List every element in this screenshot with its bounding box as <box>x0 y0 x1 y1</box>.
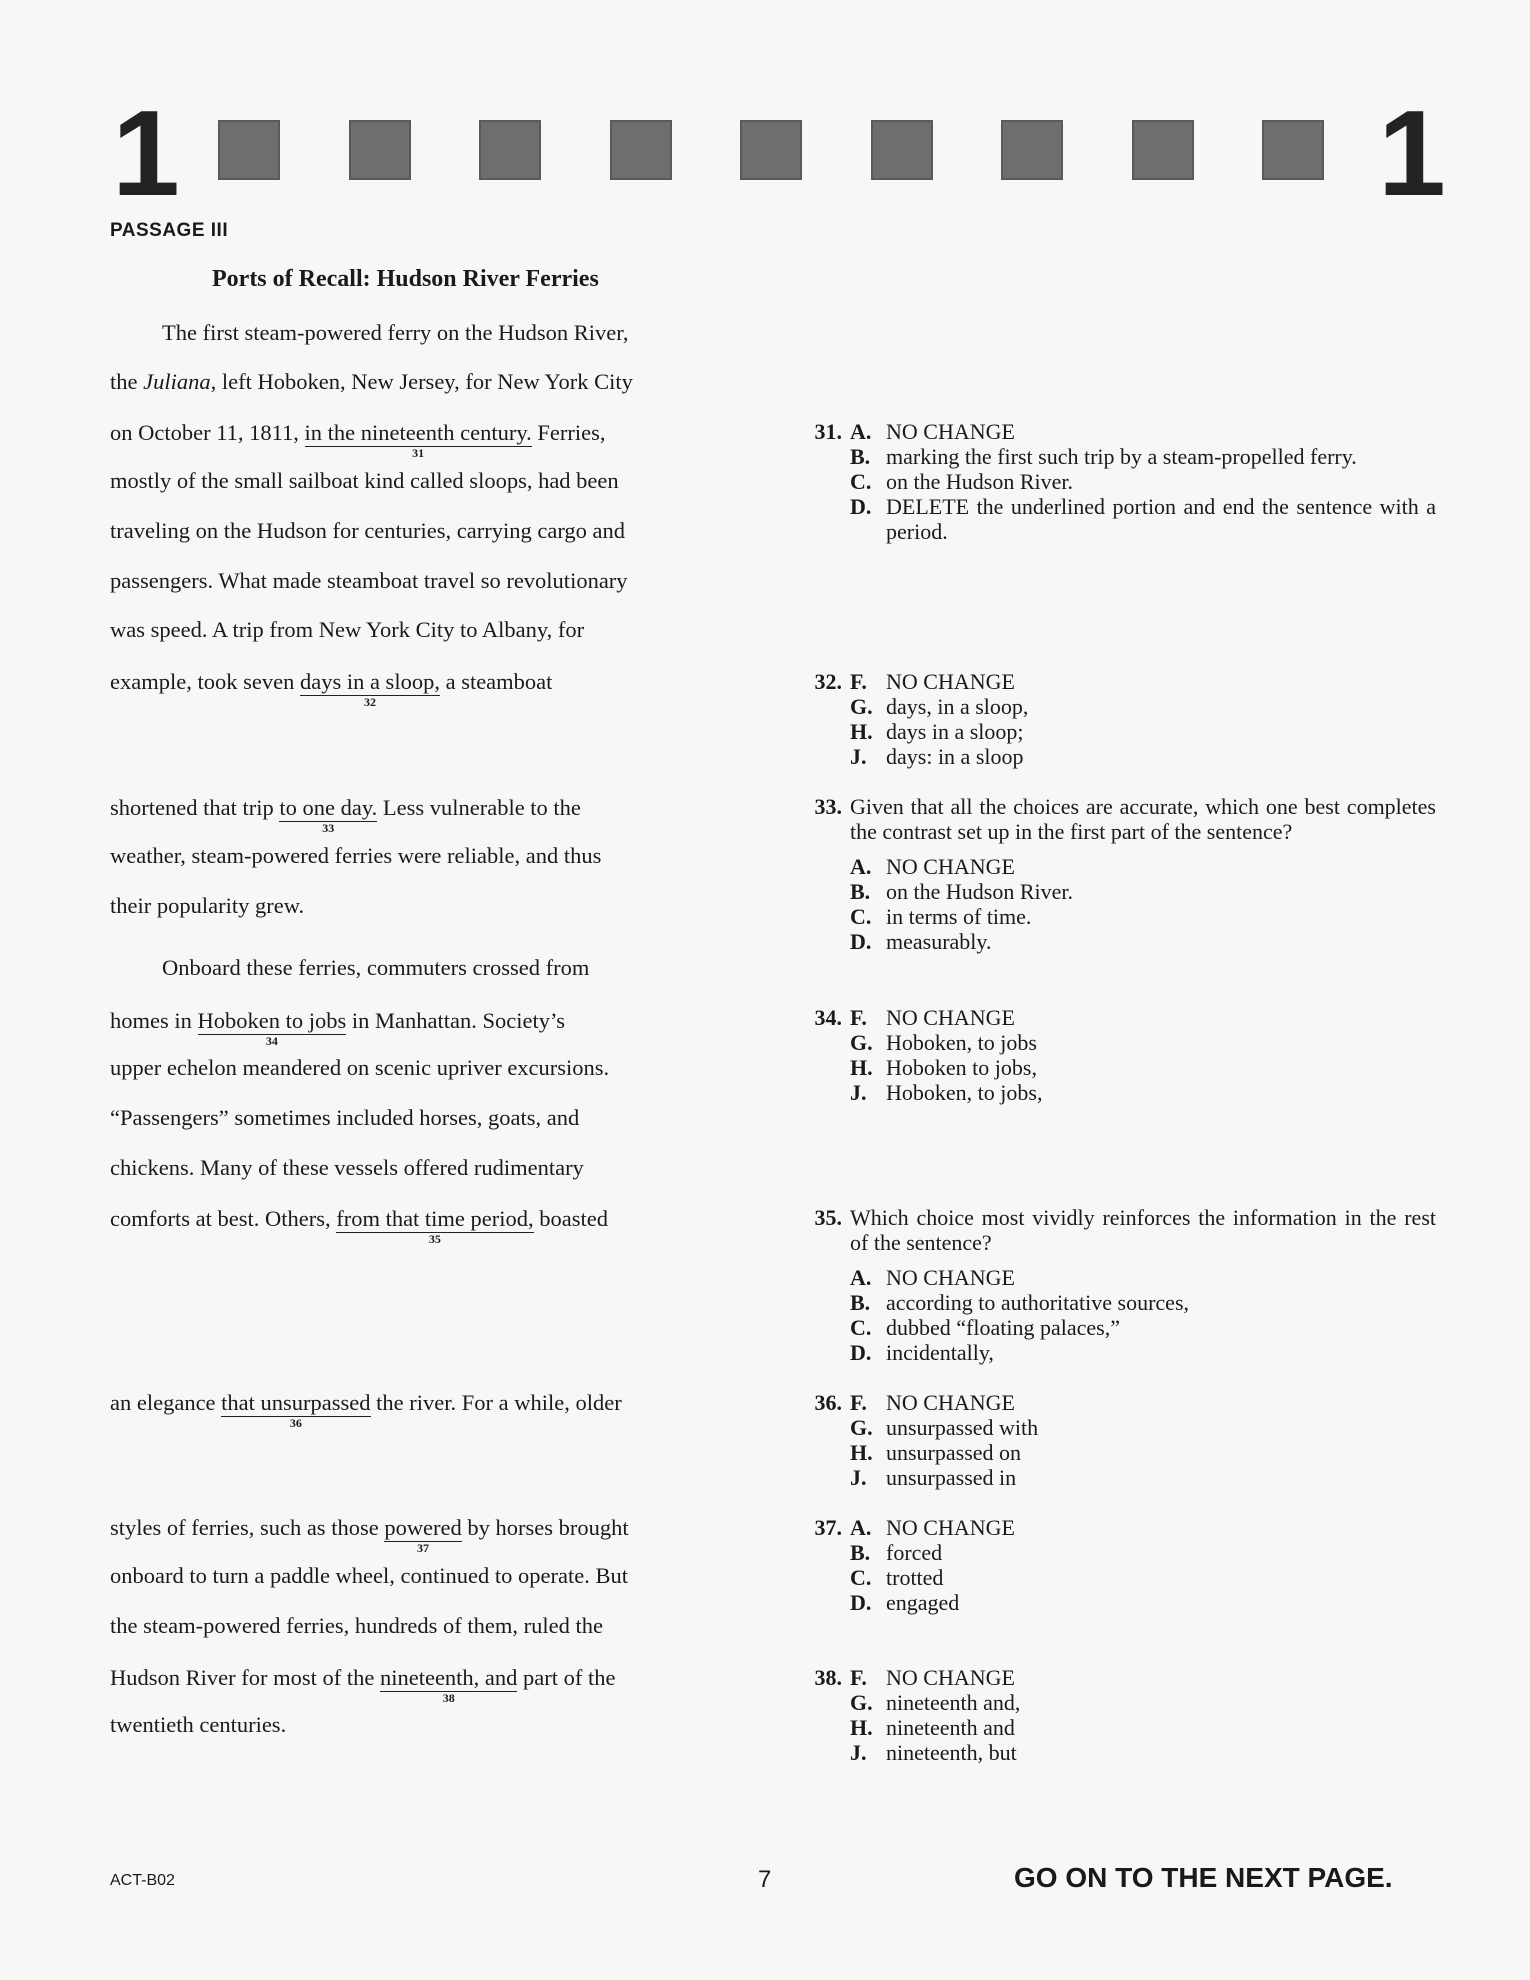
indent <box>796 929 842 954</box>
passage-text-run: a steamboat <box>439 669 553 694</box>
choice-letter: H. <box>850 1055 873 1080</box>
passage-line <box>110 1157 584 1180</box>
answer-choice[interactable] <box>796 744 1436 769</box>
question-marker: 31 <box>412 445 425 460</box>
choice-letter: A. <box>850 1515 872 1540</box>
question-34 <box>796 1005 1436 1105</box>
passage-line <box>110 619 584 642</box>
underlined-text: in the nineteenth century. <box>304 420 532 445</box>
question-35 <box>796 1205 1436 1365</box>
choice-text: NO CHANGE <box>886 1265 1015 1290</box>
indent <box>796 1565 842 1590</box>
passage-text-run: “Passengers” sometimes included horses, goats, and <box>110 1105 580 1130</box>
choice-text: measurably. <box>886 929 992 954</box>
underlined-portion-38[interactable] <box>379 1665 518 1705</box>
answer-choice[interactable] <box>796 1005 1436 1030</box>
indent <box>796 854 842 879</box>
choice-text: nineteenth and <box>886 1715 1015 1740</box>
choice-letter: D. <box>850 494 872 519</box>
passage-line <box>110 1665 616 1705</box>
choice-letter: G. <box>850 1415 873 1440</box>
choice-text: Hoboken to jobs, <box>886 1055 1037 1080</box>
passage-text-run: Less vulnerable to the <box>377 795 581 820</box>
answer-choice[interactable] <box>796 1515 1436 1540</box>
question-38 <box>796 1665 1436 1765</box>
choice-letter: H. <box>850 719 873 744</box>
question-32 <box>796 669 1436 769</box>
passage-text-run: boasted <box>533 1206 609 1231</box>
passage-line <box>110 1565 628 1588</box>
passage-line <box>110 1206 609 1246</box>
choice-text: NO CHANGE <box>886 1665 1015 1690</box>
underlined-text: Hoboken to jobs <box>197 1008 347 1033</box>
underlined-text: nineteenth, and <box>379 1665 518 1690</box>
answer-choice[interactable] <box>796 1290 1436 1315</box>
choice-text: days, in a sloop, <box>886 694 1029 719</box>
header-square <box>1262 120 1324 180</box>
passage-text-run: Hudson River for most of the <box>110 1665 380 1690</box>
question-marker: 37 <box>417 1540 430 1555</box>
indent <box>796 1290 842 1315</box>
header-square <box>610 120 672 180</box>
indent <box>796 879 842 904</box>
indent <box>796 1440 842 1465</box>
choice-text: on the Hudson River. <box>886 879 1073 904</box>
choice-text: days in a sloop; <box>886 719 1024 744</box>
underlined-portion-34[interactable] <box>197 1008 347 1048</box>
passage-text-run: was speed. A trip from New York City to Albany, for <box>110 617 585 642</box>
choice-letter: A. <box>850 419 872 444</box>
question-marker: 35 <box>428 1231 441 1246</box>
answer-choice[interactable] <box>796 1080 1436 1105</box>
passage-text-run: weather, steam-powered ferries were reliable, and thus <box>110 843 602 868</box>
question-marker: 34 <box>265 1033 278 1048</box>
choice-text: NO CHANGE <box>886 419 1015 444</box>
page-number: 7 <box>758 1866 772 1893</box>
choice-letter: G. <box>850 1030 873 1055</box>
underlined-text: from that time period, <box>336 1206 534 1231</box>
passage-text-run: , left Hoboken, New Jersey, for New York City <box>210 369 633 394</box>
underlined-portion-31[interactable] <box>304 420 532 460</box>
choice-letter: H. <box>850 1715 873 1740</box>
answer-choice[interactable] <box>796 444 1436 469</box>
choice-letter: A. <box>850 854 872 879</box>
question-number: 32. <box>814 669 842 694</box>
choice-text: unsurpassed on <box>886 1440 1022 1465</box>
passage-text-run: Ferries, <box>531 420 606 445</box>
passage-title: Ports of Recall: Hudson River Ferries <box>212 266 599 292</box>
underlined-text: that unsurpassed <box>221 1390 371 1415</box>
passage-text-run: comforts at best. Others, <box>110 1206 337 1231</box>
question-stem: Which choice most vividly reinforces the information in the rest of the sentence? <box>850 1205 1436 1255</box>
answer-choice[interactable] <box>796 929 1436 954</box>
choice-text: NO CHANGE <box>886 1390 1015 1415</box>
indent <box>796 1055 842 1080</box>
underlined-portion-33[interactable] <box>279 795 378 835</box>
choice-letter: B. <box>850 879 871 904</box>
header-square <box>479 120 541 180</box>
next-page-notice: GO ON TO THE NEXT PAGE. <box>1014 1862 1393 1893</box>
choice-letter: G. <box>850 694 873 719</box>
indent <box>796 1740 842 1765</box>
choice-letter: F. <box>850 1390 867 1415</box>
question-number: 35. <box>814 1205 842 1230</box>
choice-letter: D. <box>850 1590 872 1615</box>
answer-choice[interactable] <box>796 1315 1436 1340</box>
passage-line <box>162 957 589 980</box>
answer-choice[interactable] <box>796 1665 1436 1690</box>
header-square <box>871 120 933 180</box>
passage-text-run: styles of ferries, such as those <box>110 1515 385 1540</box>
question-number: 36. <box>814 1390 842 1415</box>
choice-letter: J. <box>850 1080 867 1105</box>
passage-text-run: example, took seven <box>110 669 300 694</box>
answer-choice[interactable] <box>796 694 1436 719</box>
question-marker: 32 <box>363 694 376 709</box>
indent <box>796 719 842 744</box>
choice-letter: G. <box>850 1690 873 1715</box>
question-number: 37. <box>814 1515 842 1540</box>
choice-text: trotted <box>886 1565 944 1590</box>
question-stem-row <box>796 794 1436 844</box>
passage-text-run: chickens. Many of these vessels offered rudimentary <box>110 1155 584 1180</box>
indent <box>796 694 842 719</box>
indent <box>796 444 842 469</box>
underlined-text: powered <box>384 1515 462 1540</box>
ship-name: Juliana <box>143 369 211 394</box>
answer-choice[interactable] <box>796 669 1436 694</box>
indent <box>796 494 842 544</box>
answer-choice[interactable] <box>796 1440 1436 1465</box>
choice-text: dubbed “floating palaces,” <box>886 1315 1120 1340</box>
choice-letter: C. <box>850 904 872 929</box>
indent <box>796 1030 842 1055</box>
choice-letter: J. <box>850 1465 867 1490</box>
choice-letter: F. <box>850 1005 867 1030</box>
indent <box>796 1265 842 1290</box>
indent <box>796 1465 842 1490</box>
form-code: ACT-B02 <box>110 1872 175 1889</box>
spacer <box>796 844 1436 854</box>
indent <box>796 469 842 494</box>
answer-choice[interactable] <box>796 469 1436 494</box>
underlined-portion-36[interactable] <box>221 1390 371 1430</box>
choice-text: NO CHANGE <box>886 669 1015 694</box>
answer-choice[interactable] <box>796 419 1436 444</box>
passage-text-run: the <box>110 369 144 394</box>
underlined-portion-35[interactable] <box>336 1206 534 1246</box>
answer-choice[interactable] <box>796 1690 1436 1715</box>
section-number-right: 1 <box>1378 85 1446 221</box>
spacer <box>796 1255 1436 1265</box>
question-31 <box>796 419 1436 544</box>
choice-letter: B. <box>850 1540 871 1565</box>
choice-letter: B. <box>850 1290 871 1315</box>
choice-text: NO CHANGE <box>886 1515 1015 1540</box>
passage-line <box>110 371 633 394</box>
answer-choice[interactable] <box>796 879 1436 904</box>
passage-text-run: an elegance <box>110 1390 222 1415</box>
question-33 <box>796 794 1436 954</box>
choice-letter: D. <box>850 1340 872 1365</box>
question-number: 34. <box>814 1005 842 1030</box>
choice-text: NO CHANGE <box>886 854 1015 879</box>
answer-choice[interactable] <box>796 719 1436 744</box>
header-square <box>218 120 280 180</box>
question-marker: 36 <box>289 1415 302 1430</box>
passage-line <box>110 1390 622 1430</box>
choice-letter: F. <box>850 669 867 694</box>
passage-line <box>110 420 606 460</box>
passage-text-run: shortened that trip <box>110 795 280 820</box>
indent <box>796 1590 842 1615</box>
passage-text-run: twentieth centuries. <box>110 1712 287 1737</box>
choice-text: unsurpassed in <box>886 1465 1017 1490</box>
passage-line <box>110 845 601 868</box>
passage-line <box>110 470 619 493</box>
header-square <box>1132 120 1194 180</box>
choice-letter: F. <box>850 1665 867 1690</box>
passage-text-run: part of the <box>517 1665 616 1690</box>
indent <box>796 1315 842 1340</box>
answer-choice[interactable] <box>796 494 1436 544</box>
choice-text: NO CHANGE <box>886 1005 1015 1030</box>
passage-line <box>110 1107 579 1130</box>
indent <box>796 1540 842 1565</box>
passage-line <box>110 795 581 835</box>
header-square <box>349 120 411 180</box>
choice-letter: D. <box>850 929 872 954</box>
answer-choice[interactable] <box>796 1540 1436 1565</box>
choice-letter: C. <box>850 1315 872 1340</box>
answer-choice[interactable] <box>796 1715 1436 1740</box>
choice-text: forced <box>886 1540 943 1565</box>
passage-text-run: their popularity grew. <box>110 893 305 918</box>
choice-text: DELETE the underlined portion and end the sentence with a period. <box>886 494 1436 544</box>
passage-text-run: onboard to turn a paddle wheel, continued to operate. But <box>110 1563 628 1588</box>
answer-choice[interactable] <box>796 1340 1436 1365</box>
header-square <box>740 120 802 180</box>
question-number: 38. <box>814 1665 842 1690</box>
choice-text: nineteenth and, <box>886 1690 1021 1715</box>
passage-text-run: mostly of the small sailboat kind called sloops, had been <box>110 468 619 493</box>
question-stem-row <box>796 1205 1436 1255</box>
underlined-text: days in a sloop, <box>299 669 440 694</box>
underlined-portion-32[interactable] <box>299 669 440 709</box>
passage-text-run: in Manhattan. Society’s <box>346 1008 565 1033</box>
indent <box>796 1715 842 1740</box>
choice-text: engaged <box>886 1590 960 1615</box>
answer-choice[interactable] <box>796 1740 1436 1765</box>
indent <box>796 1690 842 1715</box>
underlined-text: to one day. <box>279 795 378 820</box>
passage-line <box>110 570 628 593</box>
passage-line <box>110 1615 603 1638</box>
answer-choice[interactable] <box>796 1465 1436 1490</box>
answer-choice[interactable] <box>796 1590 1436 1615</box>
answer-choice[interactable] <box>796 1055 1436 1080</box>
answer-choice[interactable] <box>796 854 1436 879</box>
choice-text: unsurpassed with <box>886 1415 1039 1440</box>
choice-text: incidentally, <box>886 1340 994 1365</box>
underlined-portion-37[interactable] <box>384 1515 462 1555</box>
passage-text-run: on October 11, 1811, <box>110 420 305 445</box>
question-number: 31. <box>814 419 842 444</box>
choice-letter: J. <box>850 1740 867 1765</box>
choice-text: days: in a sloop <box>886 744 1024 769</box>
choice-letter: J. <box>850 744 867 769</box>
passage-line <box>110 1008 565 1048</box>
indent <box>796 904 842 929</box>
choice-text: in terms of time. <box>886 904 1032 929</box>
question-stem: Given that all the choices are accurate, which one best completes the contrast set up in the first part of the sentence? <box>850 794 1436 844</box>
passage-text-run: upper echelon meandered on scenic upriver excursions. <box>110 1055 610 1080</box>
passage-line <box>110 1057 609 1080</box>
passage-text-run: by horses brought <box>461 1515 629 1540</box>
passage-line <box>110 520 625 543</box>
passage-text-run: passengers. What made steamboat travel so revolutionary <box>110 568 628 593</box>
passage-text-run: Onboard these ferries, commuters crossed from <box>162 955 590 980</box>
choice-text: Hoboken, to jobs, <box>886 1080 1043 1105</box>
answer-choice[interactable] <box>796 1415 1436 1440</box>
header-square <box>1001 120 1063 180</box>
answer-choice[interactable] <box>796 1390 1436 1415</box>
passage-line <box>110 669 553 709</box>
choice-letter: C. <box>850 1565 872 1590</box>
passage-line <box>110 1515 629 1555</box>
question-37 <box>796 1515 1436 1615</box>
choice-letter: B. <box>850 444 871 469</box>
indent <box>796 1080 842 1105</box>
passage-line <box>162 322 628 345</box>
answer-choice[interactable] <box>796 1565 1436 1590</box>
passage-text-run: the steam-powered ferries, hundreds of them, ruled the <box>110 1613 603 1638</box>
passage-text-run: the river. For a while, older <box>370 1390 622 1415</box>
indent <box>796 744 842 769</box>
choice-letter: C. <box>850 469 872 494</box>
indent <box>796 1415 842 1440</box>
choice-text: on the Hudson River. <box>886 469 1073 494</box>
answer-choice[interactable] <box>796 1265 1436 1290</box>
choice-text: according to authoritative sources, <box>886 1290 1190 1315</box>
choice-letter: H. <box>850 1440 873 1465</box>
passage-line <box>110 895 304 918</box>
choice-text: Hoboken, to jobs <box>886 1030 1037 1055</box>
choice-text: marking the first such trip by a steam-propelled ferry. <box>886 444 1357 469</box>
passage-text-run: homes in <box>110 1008 198 1033</box>
answer-choice[interactable] <box>796 1030 1436 1055</box>
question-number: 33. <box>814 794 842 819</box>
choice-text: nineteenth, but <box>886 1740 1017 1765</box>
passage-text-run: traveling on the Hudson for centuries, carrying cargo and <box>110 518 626 543</box>
choice-letter: A. <box>850 1265 872 1290</box>
passage-line <box>110 1714 286 1737</box>
question-36 <box>796 1390 1436 1490</box>
indent <box>796 1340 842 1365</box>
answer-choice[interactable] <box>796 904 1436 929</box>
question-marker: 38 <box>442 1690 455 1705</box>
passage-label: PASSAGE III <box>110 220 229 241</box>
question-marker: 33 <box>322 820 335 835</box>
section-number-left: 1 <box>112 85 180 221</box>
passage-text-run: The first steam-powered ferry on the Hudson River, <box>162 320 629 345</box>
